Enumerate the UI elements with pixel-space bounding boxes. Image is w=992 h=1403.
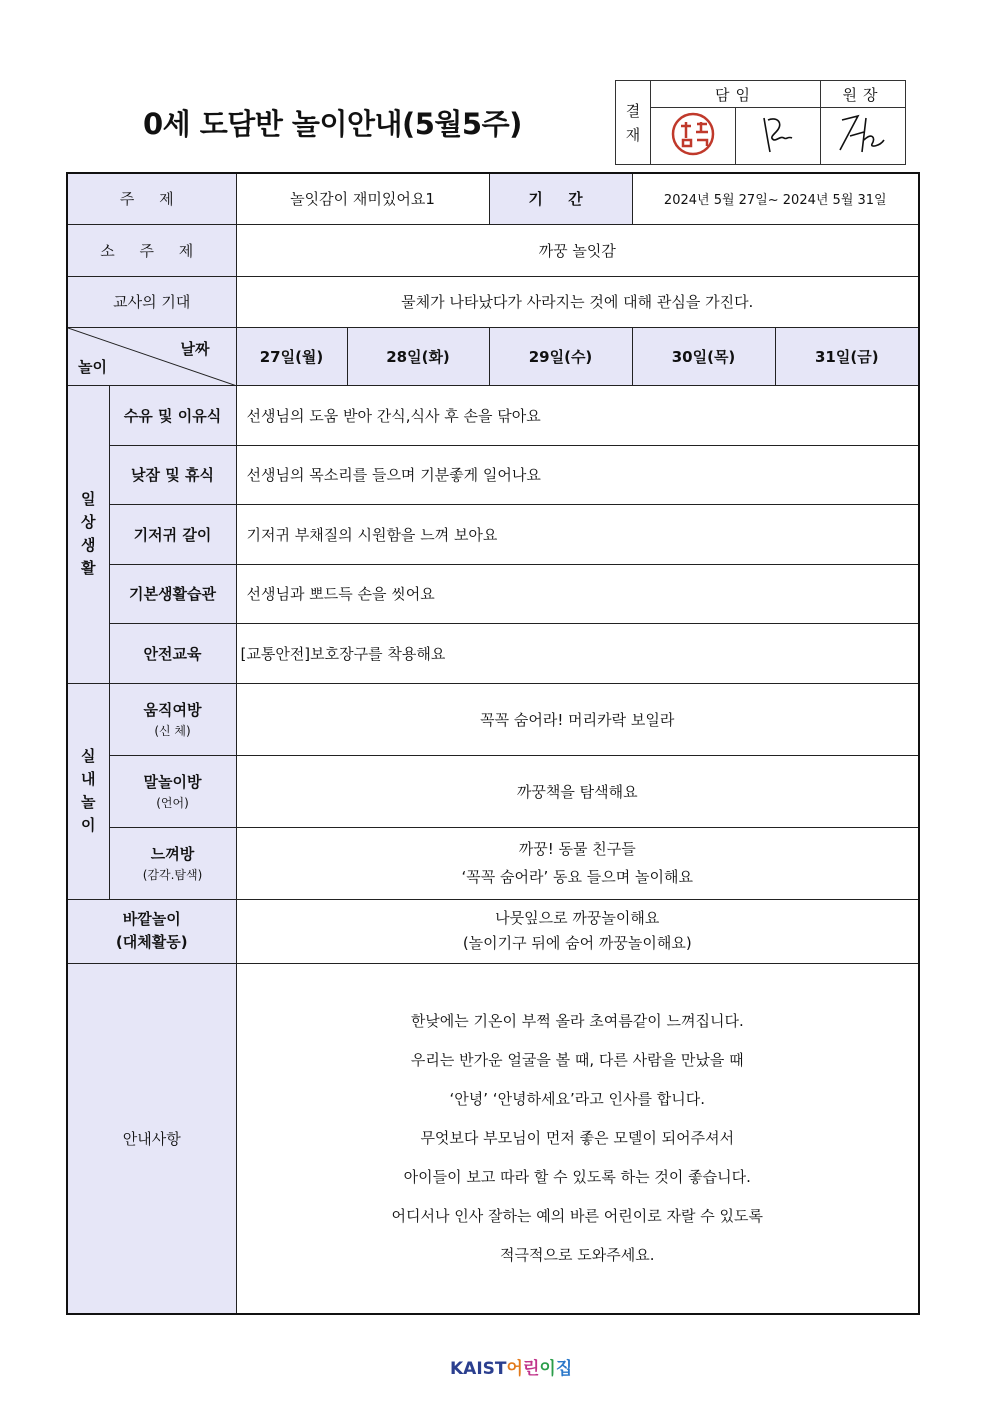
row-content: 기저귀 부채질의 시원함을 느껴 보아요 (236, 504, 919, 564)
director-label: 원장 (821, 81, 906, 108)
kaist-kindergarten-logo: KAIST어린이집 (450, 1359, 573, 1379)
notice-line: 무엇보다 부모님이 먼저 좋은 모델이 되어주셔서 (420, 1128, 735, 1147)
seal-stamp (651, 108, 736, 165)
notice-line: ‘안녕’ ‘안녕하세요’라고 인사를 합니다. (449, 1089, 706, 1108)
period-label: 기 간 (489, 173, 632, 224)
approval-label-line1: 결 (625, 101, 641, 120)
row-label: 기본생활습관 (109, 564, 236, 623)
director-signature (821, 108, 906, 165)
corner-date-label: 날짜 (180, 339, 210, 358)
indoor-play-group-label: 실 내 놀 이 (67, 683, 109, 899)
row-label: 수유 및 이유식 (109, 385, 236, 445)
row-content: 선생님의 도움 받아 간식,식사 후 손을 닦아요 (236, 385, 919, 445)
outdoor-content: 나뭇잎으로 까꿍놀이해요 (놀이기구 뒤에 숨어 까꿍놀이해요) (236, 899, 919, 963)
notice-label: 안내사항 (67, 963, 236, 1314)
subtheme-value: 까꿍 놀잇감 (236, 224, 919, 276)
notice-line: 우리는 반가운 얼굴을 볼 때, 다른 사람을 만났을 때 (410, 1050, 744, 1069)
row-content: 꼭꼭 숨어라! 머리카락 보일라 (236, 683, 919, 755)
notice-content (236, 963, 919, 1314)
theme-label: 주 제 (67, 173, 236, 224)
row-content: 까꿍! 동물 친구들 ‘꼭꼭 숨어라’ 동요 들으며 놀이해요 (236, 827, 919, 899)
day-header: 31일(금) (775, 327, 919, 385)
daily-life-group-label: 일 상 생 활 (67, 385, 109, 683)
row-label: 말놀이방 (언어) (109, 755, 236, 827)
row-content: 선생님과 뽀드득 손을 씻어요 (236, 564, 919, 623)
theme-value: 놀잇감이 재미있어요1 (236, 173, 489, 224)
notice-line: 아이들이 보고 따라 할 수 있도록 하는 것이 좋습니다. (403, 1167, 751, 1186)
row-label: 느껴방 (감각.탐색) (109, 827, 236, 899)
corner-play-label: 놀이 (78, 357, 107, 376)
expectation-value: 물체가 나타났다가 사라지는 것에 대해 관심을 가진다. (236, 276, 919, 327)
notice-line: 어디서나 인사 잘하는 예의 바른 어린이로 자랄 수 있도록 (391, 1206, 763, 1225)
plan-table (66, 172, 920, 1315)
row-content: [교통안전]보호장구를 착용해요 (236, 623, 919, 683)
day-header: 30일(목) (632, 327, 775, 385)
day-header: 27일(월) (236, 327, 347, 385)
row-content: 선생님의 목소리를 들으며 기분좋게 일어나요 (236, 445, 919, 504)
expectation-label: 교사의 기대 (67, 276, 236, 327)
notice-line: 적극적으로 도와주세요. (500, 1245, 655, 1264)
row-label: 안전교육 (109, 623, 236, 683)
approval-label-line2: 재 (625, 125, 641, 144)
row-label: 낮잠 및 휴식 (109, 445, 236, 504)
day-header: 29일(수) (489, 327, 632, 385)
approval-box (615, 80, 906, 165)
notice-line: 한낮에는 기온이 부쩍 올라 초여름같이 느껴집니다. (410, 1011, 744, 1030)
row-content: 까꿍책을 탐색해요 (236, 755, 919, 827)
period-value: 2024년 5월 27일~ 2024년 5월 31일 (632, 173, 919, 224)
date-play-corner (67, 327, 236, 385)
homeroom-label: 담임 (651, 81, 821, 108)
outdoor-label: 바깥놀이 (대체활동) (67, 899, 236, 963)
row-label: 기저귀 갈이 (109, 504, 236, 564)
day-header: 28일(화) (347, 327, 489, 385)
subtheme-label: 소 주 제 (67, 224, 236, 276)
approval-label (616, 81, 651, 165)
homeroom-signature (736, 108, 821, 165)
row-label: 움직여방 (신 체) (109, 683, 236, 755)
page-title: 0세 도담반 놀이안내(5월5주) (143, 107, 522, 141)
